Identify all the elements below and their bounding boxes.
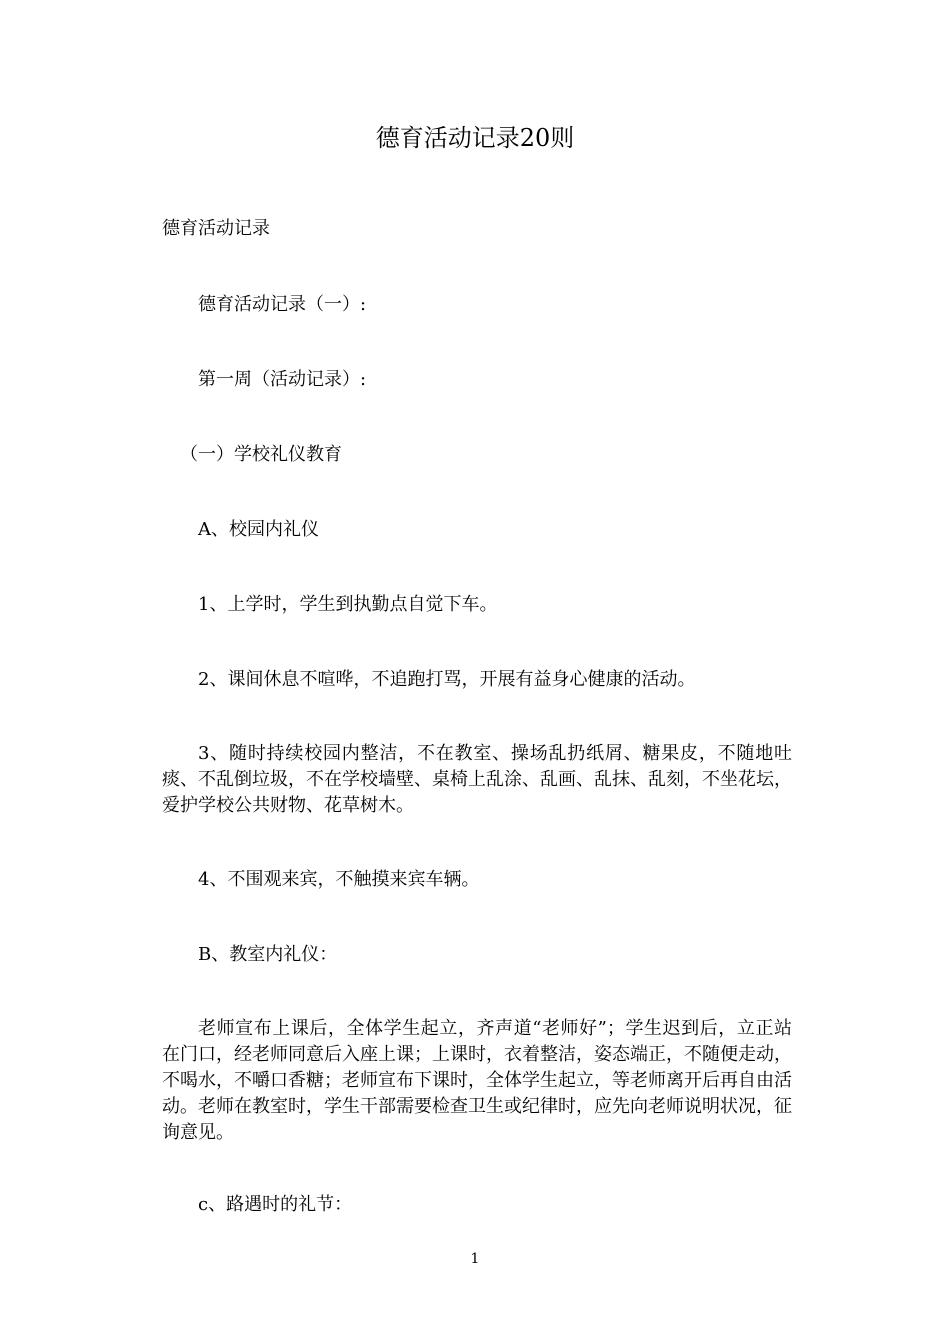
page-number: 1 xyxy=(470,1251,480,1267)
paragraph: 3、随时持续校园内整洁，不在教室、操场乱扔纸屑、糖果皮，不随地吐痰、不乱倒垃圾，不在学校墙壁、桌椅上乱涂、乱画、乱抹、乱刻，不坐花坛，爱护学校公共财物、花草树木。 xyxy=(162,743,792,816)
paragraph: 老师宣布上课后，全体学生起立，齐声道“老师好”；学生迟到后，立正站在门口，经老师同意后入座上课；上课时，衣着整洁，姿态端正，不随便走动，不喝水，不嚼口香糖；老师宣布下课时，全体学生起立，等老师离开后再自由活动。老师在教室时，学生干部需要检查卫生或纪律时，应先向老师说明状况，征询意见。 xyxy=(162,1018,792,1143)
item-heading-b: B、教室内礼仪： xyxy=(198,944,338,965)
list-item: 1、上学时，学生到执勤点自觉下车。 xyxy=(198,594,498,615)
subsection-heading: （一）学校礼仪教育 xyxy=(180,444,342,465)
record-heading: 德育活动记录（一）: xyxy=(198,294,367,315)
week-heading: 第一周（活动记录）: xyxy=(198,369,367,390)
list-item: 4、不围观来宾，不触摸来宾车辆。 xyxy=(198,869,480,890)
item-heading-a: A、校园内礼仪 xyxy=(198,519,319,540)
item-heading-c: c、路遇时的礼节： xyxy=(198,1194,353,1215)
list-item: 2、课间休息不喧哗，不追跑打骂，开展有益身心健康的活动。 xyxy=(198,669,696,690)
document-title: 德育活动记录20则 xyxy=(375,124,575,152)
section-heading: 德育活动记录 xyxy=(162,218,270,239)
